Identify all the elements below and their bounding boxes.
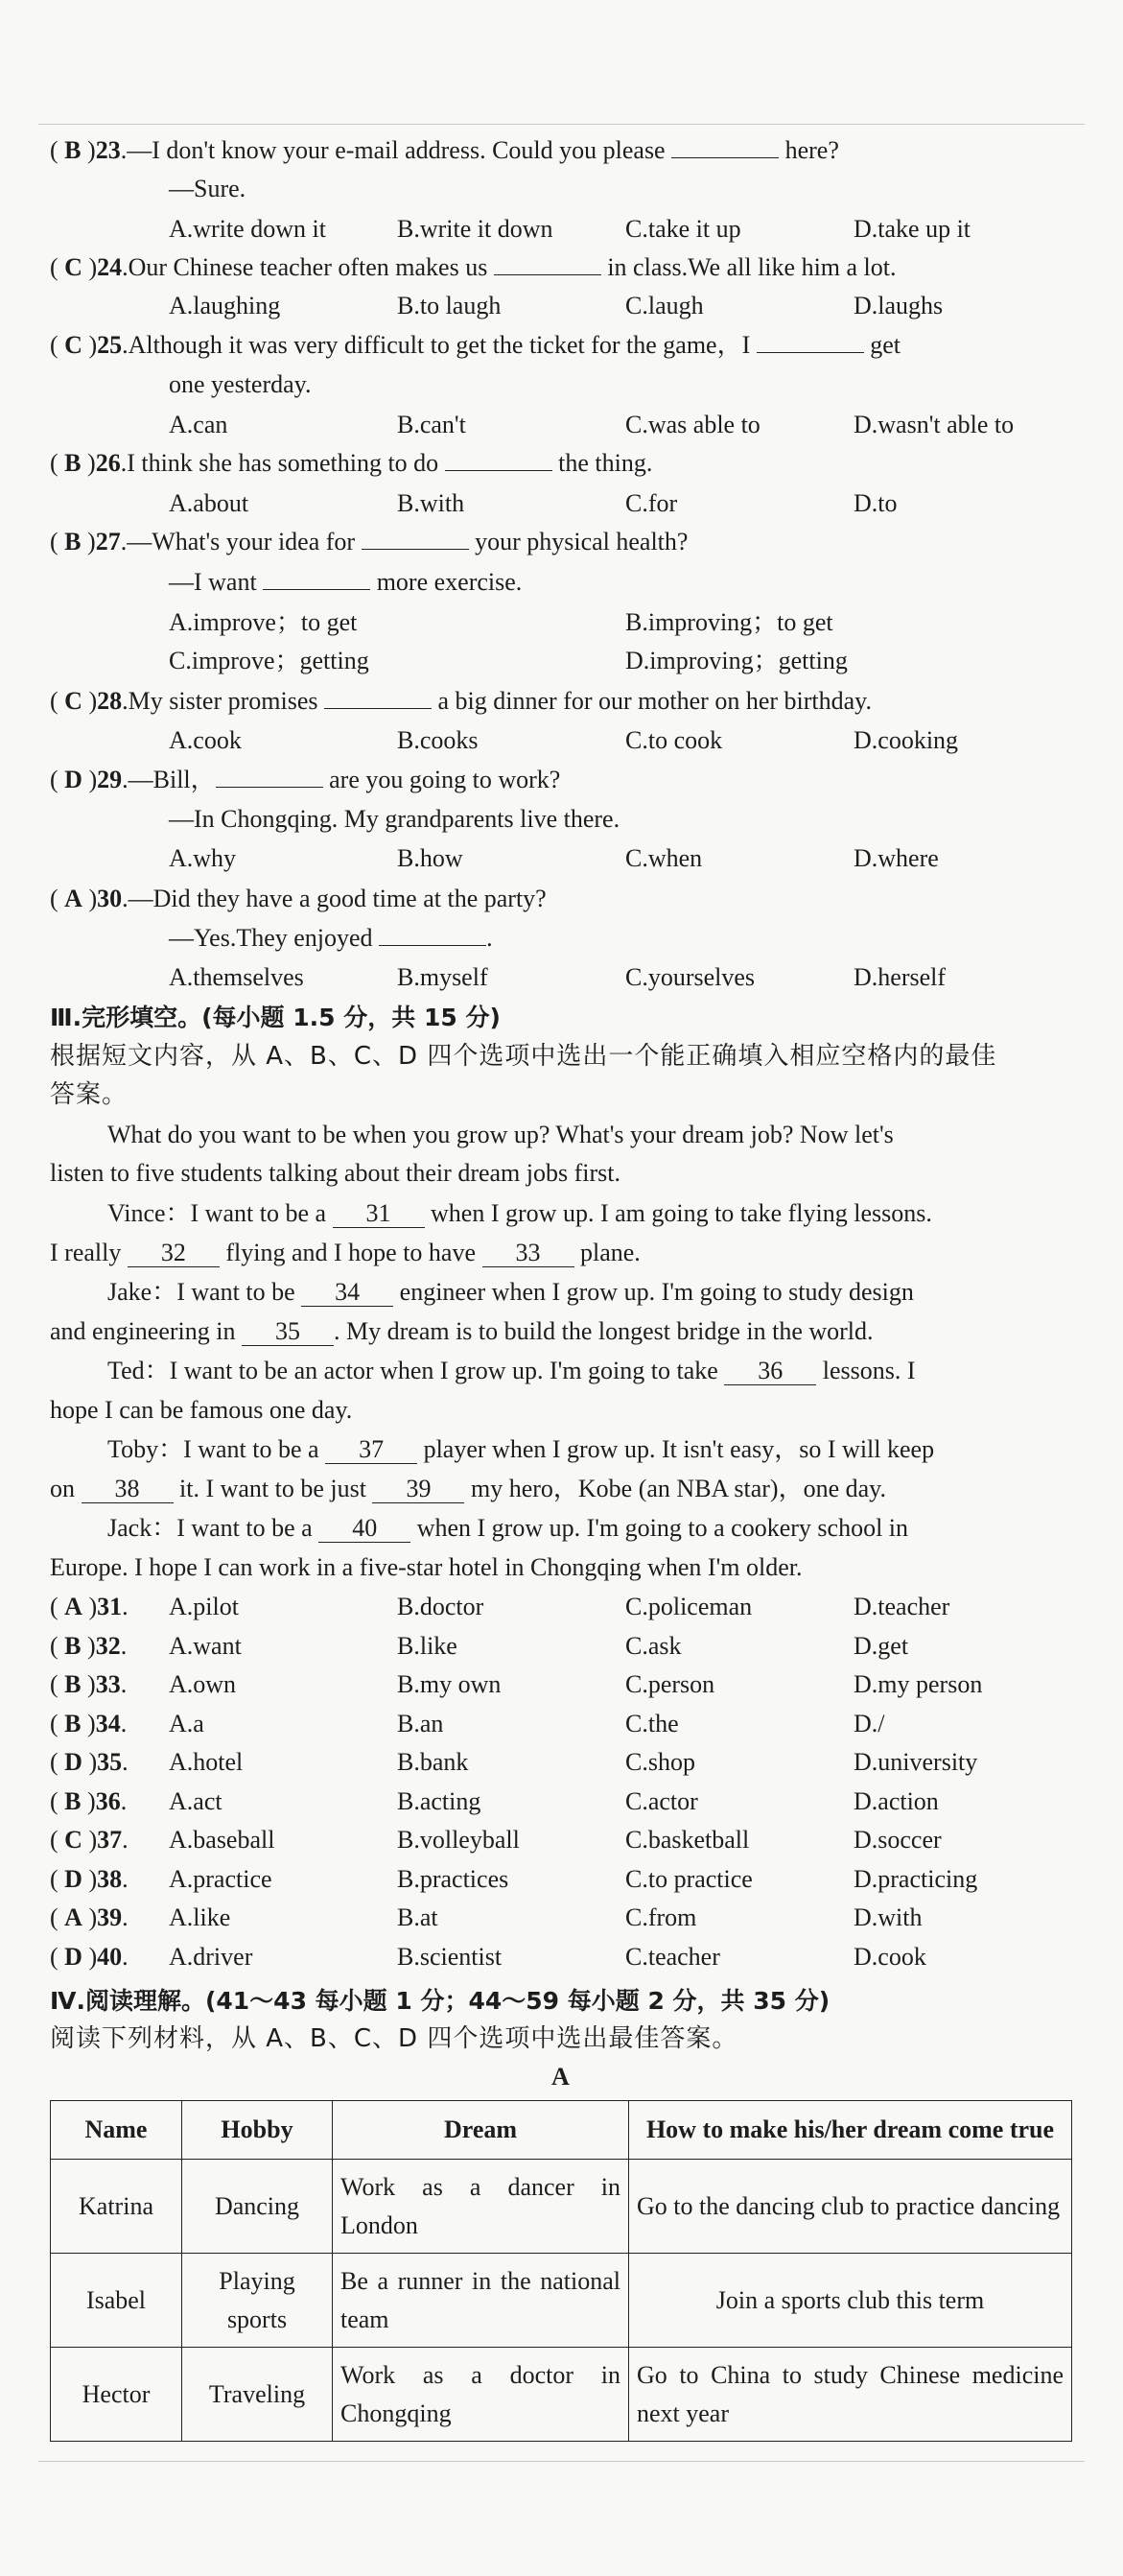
question-text: —Bill， — [128, 766, 216, 793]
option-d[interactable]: D.take up it — [854, 215, 971, 243]
option-b[interactable]: B.write it down — [397, 215, 553, 243]
question-text: are you going to work? — [322, 766, 561, 793]
question-text: get — [863, 331, 901, 359]
passage-vince-2 — [50, 1237, 641, 1269]
option-b[interactable]: B.practices — [397, 1864, 509, 1893]
question-text: in class.We all like him a lot. — [600, 253, 897, 281]
dream-table — [50, 2100, 1072, 2442]
passage-line: What do you want to be when you grow up? What's your dream job? Now let's — [107, 1121, 894, 1148]
cloze-answer-label: ( B )32. — [50, 1631, 128, 1660]
passage-text: plane. — [573, 1239, 641, 1266]
answer-blank[interactable] — [324, 687, 432, 709]
question-27: ( B )27.—What's your idea for your physical health? — [50, 528, 689, 555]
option-d[interactable]: D.wasn't able to — [854, 411, 1015, 438]
question-number: 29 — [97, 766, 123, 793]
option-a[interactable]: A.laughing — [169, 292, 281, 319]
answer-25: C — [64, 331, 82, 359]
option-a[interactable]: A.can — [169, 411, 228, 438]
question-number: 38 — [97, 1864, 123, 1893]
option-c[interactable]: C.to practice — [625, 1864, 753, 1893]
question-number: 28 — [97, 687, 123, 715]
cloze-blank-40[interactable]: 40 — [318, 1515, 410, 1543]
passage-toby-2 — [50, 1473, 886, 1505]
passage-text: I really — [50, 1239, 128, 1266]
answer-letter: A — [64, 1903, 82, 1931]
answer-letter: D — [64, 1942, 82, 1971]
option-d[interactable]: D.cooking — [854, 726, 959, 754]
question-text: Our Chinese teacher often makes us — [128, 253, 494, 281]
passage-jake-2 — [50, 1315, 874, 1348]
question-number: 24 — [97, 253, 123, 281]
question-29: ( D )29.—Bill， are you going to work? — [50, 766, 561, 793]
option-a[interactable]: A.own — [169, 1670, 237, 1698]
section-3-instruction: 根据短文内容，从 A、B、C、D 四个选项中选出一个能正确填入相应空格内的最佳 — [50, 1042, 997, 1071]
table-header: Dream — [333, 2101, 629, 2160]
question-text: —What's your idea for — [127, 528, 362, 555]
option-a[interactable]: A.a — [169, 1709, 204, 1737]
answer-letter: D — [64, 1864, 82, 1893]
option-d[interactable]: D.my person — [854, 1670, 983, 1698]
question-text: Although it was very difficult to get the ticket for the game，I — [128, 331, 757, 359]
cloze-blank-38[interactable]: 38 — [82, 1476, 174, 1503]
option-b[interactable]: B.acting — [397, 1786, 481, 1815]
option-c[interactable]: C.yourselves — [625, 963, 756, 991]
section-4-instruction: 阅读下列材料，从 A、B、C、D 四个选项中选出最佳答案。 — [50, 2024, 738, 2053]
section-3-instruction: 答案。 — [50, 1080, 129, 1109]
passage-text: Europe. I hope I can work in a five-star hotel in Chongqing when I'm older. — [50, 1553, 803, 1581]
answer-30: A — [64, 885, 82, 912]
question-text: —Sure. — [169, 175, 246, 202]
option-d[interactable]: D.where — [854, 844, 939, 872]
option-c[interactable]: C.laugh — [625, 292, 704, 319]
option-a[interactable]: A.hotel — [169, 1748, 244, 1776]
question-text: a big dinner for our mother on her birthday. — [432, 687, 872, 715]
option-c[interactable]: C.from — [625, 1903, 697, 1931]
option-c[interactable]: C.person — [625, 1670, 715, 1698]
question-text: —Did they have a good time at the party? — [128, 885, 547, 912]
passage-text: engineer when I grow up. I'm going to study design — [393, 1278, 914, 1306]
option-a[interactable]: A.like — [169, 1903, 231, 1931]
question-text: —I want — [169, 568, 264, 596]
table-header: Name — [51, 2101, 182, 2160]
question-number: 25 — [97, 331, 123, 359]
cloze-answer-label: ( D )38. — [50, 1864, 129, 1893]
passage-text: lessons. I — [816, 1357, 916, 1384]
answer-blank[interactable] — [263, 568, 370, 590]
answer-blank[interactable] — [379, 924, 486, 946]
table-cell: Hector — [51, 2348, 182, 2442]
question-number: 39 — [97, 1903, 123, 1931]
passage-toby — [107, 1433, 934, 1466]
cloze-answer-label: ( A )31. — [50, 1593, 129, 1620]
option-d[interactable]: D.to — [854, 489, 898, 517]
option-a[interactable]: A.cook — [169, 726, 242, 754]
option-d[interactable]: D.laughs — [854, 292, 944, 319]
cloze-blank-37[interactable]: 37 — [325, 1436, 417, 1464]
passage-text: flying and I hope to have — [219, 1239, 482, 1266]
question-text: I think she has something to do — [127, 449, 445, 477]
option-a[interactable]: A.improve；to get — [169, 608, 358, 636]
question-28: ( C )28.My sister promises a big dinner for our mother on her birthday. — [50, 687, 872, 715]
answer-letter: D — [64, 1748, 82, 1776]
option-c[interactable]: C.policeman — [625, 1593, 753, 1620]
option-a[interactable]: A.act — [169, 1786, 222, 1815]
option-b[interactable]: B.volleyball — [397, 1826, 520, 1854]
question-text: your physical health? — [468, 528, 689, 555]
option-d[interactable]: D.practicing — [854, 1864, 978, 1893]
answer-letter: B — [64, 1631, 82, 1660]
cloze-answer-label: ( D )35. — [50, 1748, 129, 1776]
question-text: the thing. — [551, 449, 653, 477]
answer-letter: B — [64, 1709, 82, 1737]
question-number: 30 — [97, 885, 123, 912]
option-c[interactable]: C.ask — [625, 1631, 682, 1660]
question-number: 26 — [95, 449, 121, 477]
option-c[interactable]: C.basketball — [625, 1826, 750, 1854]
question-number: 23 — [95, 136, 121, 164]
option-c[interactable]: C.was able to — [625, 411, 760, 438]
passage-text: Ted：I want to be an actor when I grow up. I'm going to take — [107, 1357, 725, 1384]
passage-text: hope I can be famous one day. — [50, 1396, 353, 1424]
question-number: 27 — [95, 528, 121, 555]
passage-text: it. I want to be just — [173, 1475, 373, 1502]
option-d[interactable]: D./ — [854, 1709, 885, 1737]
table-cell: Isabel — [51, 2254, 182, 2348]
option-b[interactable]: B.how — [397, 844, 463, 872]
bottom-divider — [38, 2461, 1085, 2462]
answer-letter: B — [64, 1786, 82, 1815]
option-d[interactable]: D.action — [854, 1786, 939, 1815]
question-text: My sister promises — [128, 687, 325, 715]
option-a[interactable]: A.why — [169, 844, 237, 872]
option-d[interactable]: D.teacher — [854, 1593, 950, 1620]
top-divider — [38, 124, 1085, 125]
option-a[interactable]: A.write down it — [169, 215, 326, 243]
passage-vince — [107, 1197, 932, 1230]
cloze-answer-label: ( C )37. — [50, 1826, 129, 1854]
table-cell: Dancing — [182, 2160, 333, 2254]
passage-text: my hero，Kobe (an NBA star)，one day. — [464, 1475, 886, 1502]
option-c[interactable]: C.the — [625, 1709, 679, 1737]
passage-text: and engineering in — [50, 1317, 242, 1345]
question-number: 36 — [95, 1786, 121, 1815]
cloze-answer-label: ( B )33. — [50, 1670, 128, 1698]
passage-label: A — [551, 2063, 570, 2091]
option-b[interactable]: B.myself — [397, 963, 488, 991]
answer-23: B — [64, 136, 82, 164]
passage-jack — [107, 1512, 908, 1545]
passage-text: when I grow up. I'm going to a cookery school in — [410, 1514, 909, 1542]
answer-24: C — [64, 253, 82, 281]
table-row — [51, 2348, 1072, 2442]
table-cell: Go to China to study Chinese medicine next year — [629, 2348, 1072, 2442]
table-cell: Join a sports club this term — [629, 2254, 1072, 2348]
cloze-answer-label: ( B )34. — [50, 1709, 128, 1737]
option-a[interactable]: A.driver — [169, 1942, 253, 1971]
section-4-title: Ⅳ.阅读理解。(41～43 每小题 1 分；44～59 每小题 2 分，共 35 分) — [50, 1987, 831, 2015]
option-b[interactable]: B.an — [397, 1709, 444, 1737]
answer-letter: B — [64, 1670, 82, 1698]
answer-blank[interactable] — [216, 766, 323, 788]
passage-jake — [107, 1276, 914, 1309]
option-c[interactable]: C.when — [625, 844, 703, 872]
option-b[interactable]: B.my own — [397, 1670, 502, 1698]
option-b[interactable]: B.to laugh — [397, 292, 502, 319]
option-b[interactable]: B.bank — [397, 1748, 469, 1776]
section-3-title: Ⅲ.完形填空。(每小题 1.5 分，共 15 分) — [50, 1004, 501, 1031]
table-cell: Be a runner in the national team — [333, 2254, 629, 2348]
option-d[interactable]: D.soccer — [854, 1826, 942, 1854]
passage-text: Jake：I want to be — [107, 1278, 302, 1306]
option-a[interactable]: A.pilot — [169, 1593, 239, 1620]
cloze-blank-32[interactable]: 32 — [128, 1240, 220, 1267]
option-c[interactable]: C.teacher — [625, 1942, 720, 1971]
passage-text: on — [50, 1475, 82, 1502]
option-d[interactable]: D.university — [854, 1748, 978, 1776]
cloze-answer-label: ( A )39. — [50, 1903, 129, 1931]
answer-blank[interactable] — [494, 253, 601, 275]
cloze-blank-39[interactable]: 39 — [372, 1476, 464, 1503]
answer-letter: C — [64, 1826, 82, 1854]
passage-ted — [107, 1355, 916, 1387]
option-b[interactable]: B.at — [397, 1903, 438, 1931]
answer-29: D — [64, 766, 82, 793]
option-b[interactable]: B.can't — [397, 411, 466, 438]
question-27-line2 — [169, 566, 522, 599]
table-row — [51, 2254, 1072, 2348]
option-a[interactable]: A.want — [169, 1631, 242, 1660]
option-d[interactable]: D.with — [854, 1903, 923, 1931]
passage-text: when I grow up. I am going to take flying lessons. — [424, 1199, 932, 1227]
cloze-blank-33[interactable]: 33 — [482, 1240, 574, 1267]
answer-26: B — [64, 449, 82, 477]
table-header: How to make his/her dream come true — [629, 2101, 1072, 2160]
option-c[interactable]: C.for — [625, 489, 678, 517]
table-header-row — [51, 2101, 1072, 2160]
option-b[interactable]: B.with — [397, 489, 465, 517]
passage-text: player when I grow up. It isn't easy，so I will keep — [417, 1435, 935, 1463]
passage-text: Vince：I want to be a — [107, 1199, 333, 1227]
option-c[interactable]: C.to cook — [625, 726, 723, 754]
cloze-answer-label: ( B )36. — [50, 1786, 128, 1815]
question-24: ( C )24.Our Chinese teacher often makes us in class.We all like him a lot. — [50, 253, 897, 281]
option-d[interactable]: D.get — [854, 1631, 909, 1660]
question-number: 31 — [97, 1593, 123, 1620]
question-text: —Yes.They enjoyed — [169, 924, 380, 952]
question-number: 40 — [97, 1942, 123, 1971]
cloze-answer-label: ( D )40. — [50, 1942, 129, 1971]
option-b[interactable]: B.improving；to get — [625, 608, 833, 636]
question-30: ( A )30.—Did they have a good time at the party? — [50, 885, 547, 912]
cloze-blank-35[interactable]: 35 — [242, 1318, 334, 1346]
answer-letter: A — [64, 1593, 82, 1620]
question-number: 37 — [97, 1826, 123, 1854]
table-cell: Work as a doctor in Chongqing — [333, 2348, 629, 2442]
question-23: ( B )23.—I don't know your e-mail address. Could you please here? — [50, 136, 839, 164]
cloze-blank-31[interactable]: 31 — [333, 1200, 425, 1228]
answer-28: C — [64, 687, 82, 715]
table-cell: Katrina — [51, 2160, 182, 2254]
table-cell: Playing sports — [182, 2254, 333, 2348]
cloze-blank-34[interactable]: 34 — [301, 1279, 393, 1307]
option-d[interactable]: D.improving；getting — [625, 647, 848, 674]
question-text: more exercise. — [370, 568, 523, 596]
answer-27: B — [64, 528, 82, 555]
option-c[interactable]: C.actor — [625, 1786, 698, 1815]
answer-blank[interactable] — [757, 331, 864, 353]
question-number: 34 — [95, 1709, 121, 1737]
option-a[interactable]: A.about — [169, 489, 249, 517]
table-row — [51, 2160, 1072, 2254]
answer-blank[interactable] — [362, 528, 469, 550]
answer-blank[interactable] — [671, 136, 779, 158]
option-c[interactable]: C.take it up — [625, 215, 741, 243]
option-a[interactable]: A.baseball — [169, 1826, 275, 1854]
question-number: 33 — [95, 1670, 121, 1698]
option-b[interactable]: B.scientist — [397, 1942, 503, 1971]
question-text: . — [486, 924, 493, 952]
option-a[interactable]: A.practice — [169, 1864, 272, 1893]
question-text: —In Chongqing. My grandparents live there. — [169, 805, 620, 833]
passage-text: Jack：I want to be a — [107, 1514, 319, 1542]
table-cell: Go to the dancing club to practice dancing — [629, 2160, 1072, 2254]
option-b[interactable]: B.cooks — [397, 726, 479, 754]
question-text: one yesterday. — [169, 370, 312, 398]
passage-text: . My dream is to build the longest bridge in the world. — [334, 1317, 874, 1345]
question-number: 32 — [95, 1631, 121, 1660]
answer-blank[interactable] — [445, 449, 552, 471]
passage-line: listen to five students talking about their dream jobs first. — [50, 1159, 621, 1187]
question-30-line2 — [169, 922, 493, 955]
option-c[interactable]: C.shop — [625, 1748, 695, 1776]
option-a[interactable]: A.themselves — [169, 963, 304, 991]
option-b[interactable]: B.like — [397, 1631, 457, 1660]
table-cell: Work as a dancer in London — [333, 2160, 629, 2254]
question-25: ( C )25.Although it was very difficult to get the ticket for the game，I get — [50, 331, 901, 359]
question-26: ( B )26.I think she has something to do the thing. — [50, 449, 653, 477]
option-d[interactable]: D.cook — [854, 1942, 926, 1971]
question-number: 35 — [97, 1748, 123, 1776]
option-c[interactable]: C.improve；getting — [169, 647, 369, 674]
option-b[interactable]: B.doctor — [397, 1593, 484, 1620]
passage-text: Toby：I want to be a — [107, 1435, 326, 1463]
question-text: —I don't know your e-mail address. Could you please — [127, 136, 672, 164]
question-text: here? — [779, 136, 839, 164]
table-header: Hobby — [182, 2101, 333, 2160]
option-d[interactable]: D.herself — [854, 963, 947, 991]
table-cell: Traveling — [182, 2348, 333, 2442]
cloze-blank-36[interactable]: 36 — [724, 1358, 816, 1385]
